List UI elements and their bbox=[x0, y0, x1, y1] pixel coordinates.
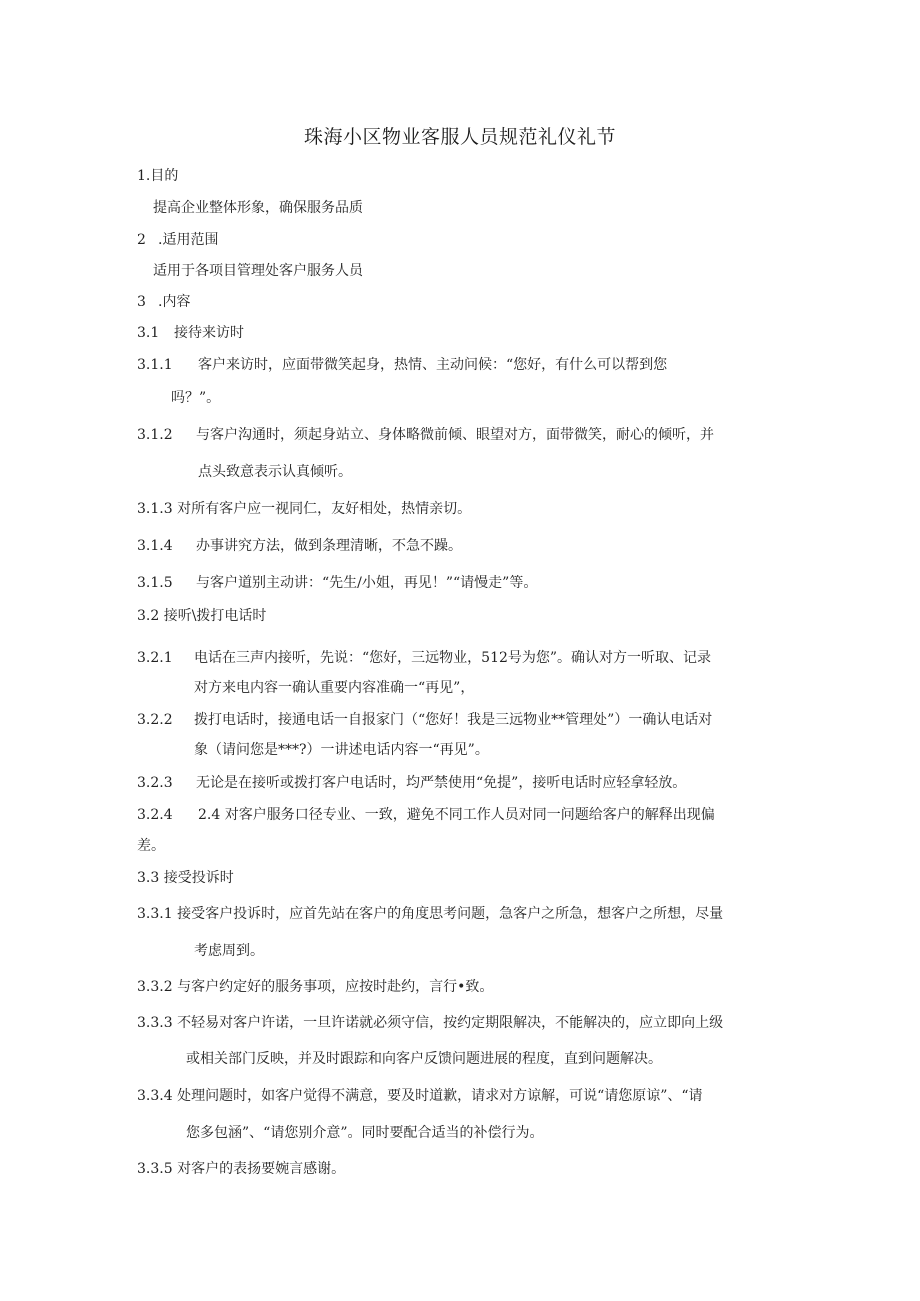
item-3-1-4-line-1: 办事讲究方法，做到条理清晰，不急不躁。 bbox=[196, 538, 462, 554]
item-3-1-5-line-1: 与客户道别主动讲：“先生/小姐，再见！”“请慢走”等。 bbox=[196, 575, 538, 591]
item-3-2-4-line-1: 2.4 对客户服务口径专业、一致，避免不同工作人员对同一问题给客户的解释出现偏 bbox=[198, 807, 715, 823]
item-3-1-2-line-1: 与客户沟通时，须起身站立、身体略微前倾、眼望对方，面带微笑，耐心的倾听，并 bbox=[196, 427, 714, 443]
item-3-2-2-line-2: 象（请问您是***?）一讲述电话内容一“再见”。 bbox=[194, 742, 489, 758]
item-3-3-3-line-1: 3.3.3 不轻易对客户许诺，一旦许诺就必须守信，按约定期限解决，不能解决的，应立即向上级 bbox=[137, 1015, 724, 1031]
item-3-1-2-number: 3.1.2 bbox=[137, 427, 173, 443]
section-2-number: 2 bbox=[137, 232, 146, 248]
item-3-3-2: 3.3.2 与客户约定好的服务事项，应按时赴约，言行•致。 bbox=[137, 979, 494, 995]
item-3-2-1-line-2: 对方来电内容一确认重要内容准确一“再见”， bbox=[194, 680, 475, 696]
section-3-heading: .内容 bbox=[158, 294, 191, 310]
item-3-2-3-line-1: 无论是在接听或拨打客户电话时，均严禁使用“免提”，接听电话时应轻拿轻放。 bbox=[196, 775, 687, 791]
item-3-1-4-number: 3.1.4 bbox=[137, 538, 173, 554]
section-1-heading: 1.目的 bbox=[137, 168, 179, 184]
document-title: 珠海小区物业客服人员规范礼仪礼节 bbox=[303, 126, 616, 148]
item-3-1-5-number: 3.1.5 bbox=[137, 575, 173, 591]
item-3-1-1-line-2: 吗？”。 bbox=[171, 390, 221, 406]
section-2-body: 适用于各项目管理处客户服务人员 bbox=[153, 263, 363, 279]
item-3-3-1-line-1: 3.3.1 接受客户投诉时，应首先站在客户的角度思考问题，急客户之所急，想客户之所想，尽量 bbox=[137, 906, 724, 922]
item-3-2-2-line-1: 拨打电话时，接通电话一自报家门（“您好！我是三远物业**管理处”）一确认电话对 bbox=[194, 712, 713, 728]
item-3-3-1-line-2: 考虑周到。 bbox=[194, 943, 264, 959]
item-3-3-4-line-2: 您多包涵”、“请您别介意”。同时要配合适当的补偿行为。 bbox=[186, 1125, 544, 1141]
item-3-3-5: 3.3.5 对客户的表扬要婉言感谢。 bbox=[137, 1161, 346, 1177]
item-3-1-2-line-2: 点头致意表示认真倾听。 bbox=[198, 464, 352, 480]
section-3-1-number: 3.1 bbox=[137, 325, 160, 341]
item-3-3-3-line-2: 或相关部门反映，并及时跟踪和向客户反馈问题进展的程度，直到问题解决。 bbox=[186, 1051, 662, 1067]
item-3-2-4-line-2: 差。 bbox=[137, 838, 165, 854]
section-1-body: 提高企业整体形象，确保服务品质 bbox=[153, 200, 363, 216]
item-3-2-3-number: 3.2.3 bbox=[137, 775, 173, 791]
item-3-3-4-line-1: 3.3.4 处理问题时，如客户觉得不满意，要及时道歉，请求对方谅解，可说“请您原谅”、“请 bbox=[137, 1088, 703, 1104]
item-3-2-2-number: 3.2.2 bbox=[137, 712, 173, 728]
item-3-1-1-line-1: 客户来访时，应面带微笑起身，热情、主动问候：“您好，有什么可以帮到您 bbox=[198, 357, 668, 373]
item-3-2-4-number: 3.2.4 bbox=[137, 807, 173, 823]
item-3-2-1-number: 3.2.1 bbox=[137, 650, 173, 666]
section-3-3-heading: 3.3 接受投诉时 bbox=[137, 870, 234, 886]
item-3-1-3: 3.1.3 对所有客户应一视同仁，友好相处，热情亲切。 bbox=[137, 501, 472, 517]
section-3-2-heading: 3.2 接听\拨打电话时 bbox=[137, 608, 267, 624]
section-3-number: 3 bbox=[137, 294, 146, 310]
section-2-heading: .适用范围 bbox=[158, 232, 219, 248]
item-3-2-1-line-1: 电话在三声内接听，先说：“您好，三远物业，512号为您”。确认对方一听取、记录 bbox=[194, 650, 712, 666]
item-3-1-1-number: 3.1.1 bbox=[137, 357, 173, 373]
section-3-1-heading: 接待来访时 bbox=[174, 325, 244, 341]
